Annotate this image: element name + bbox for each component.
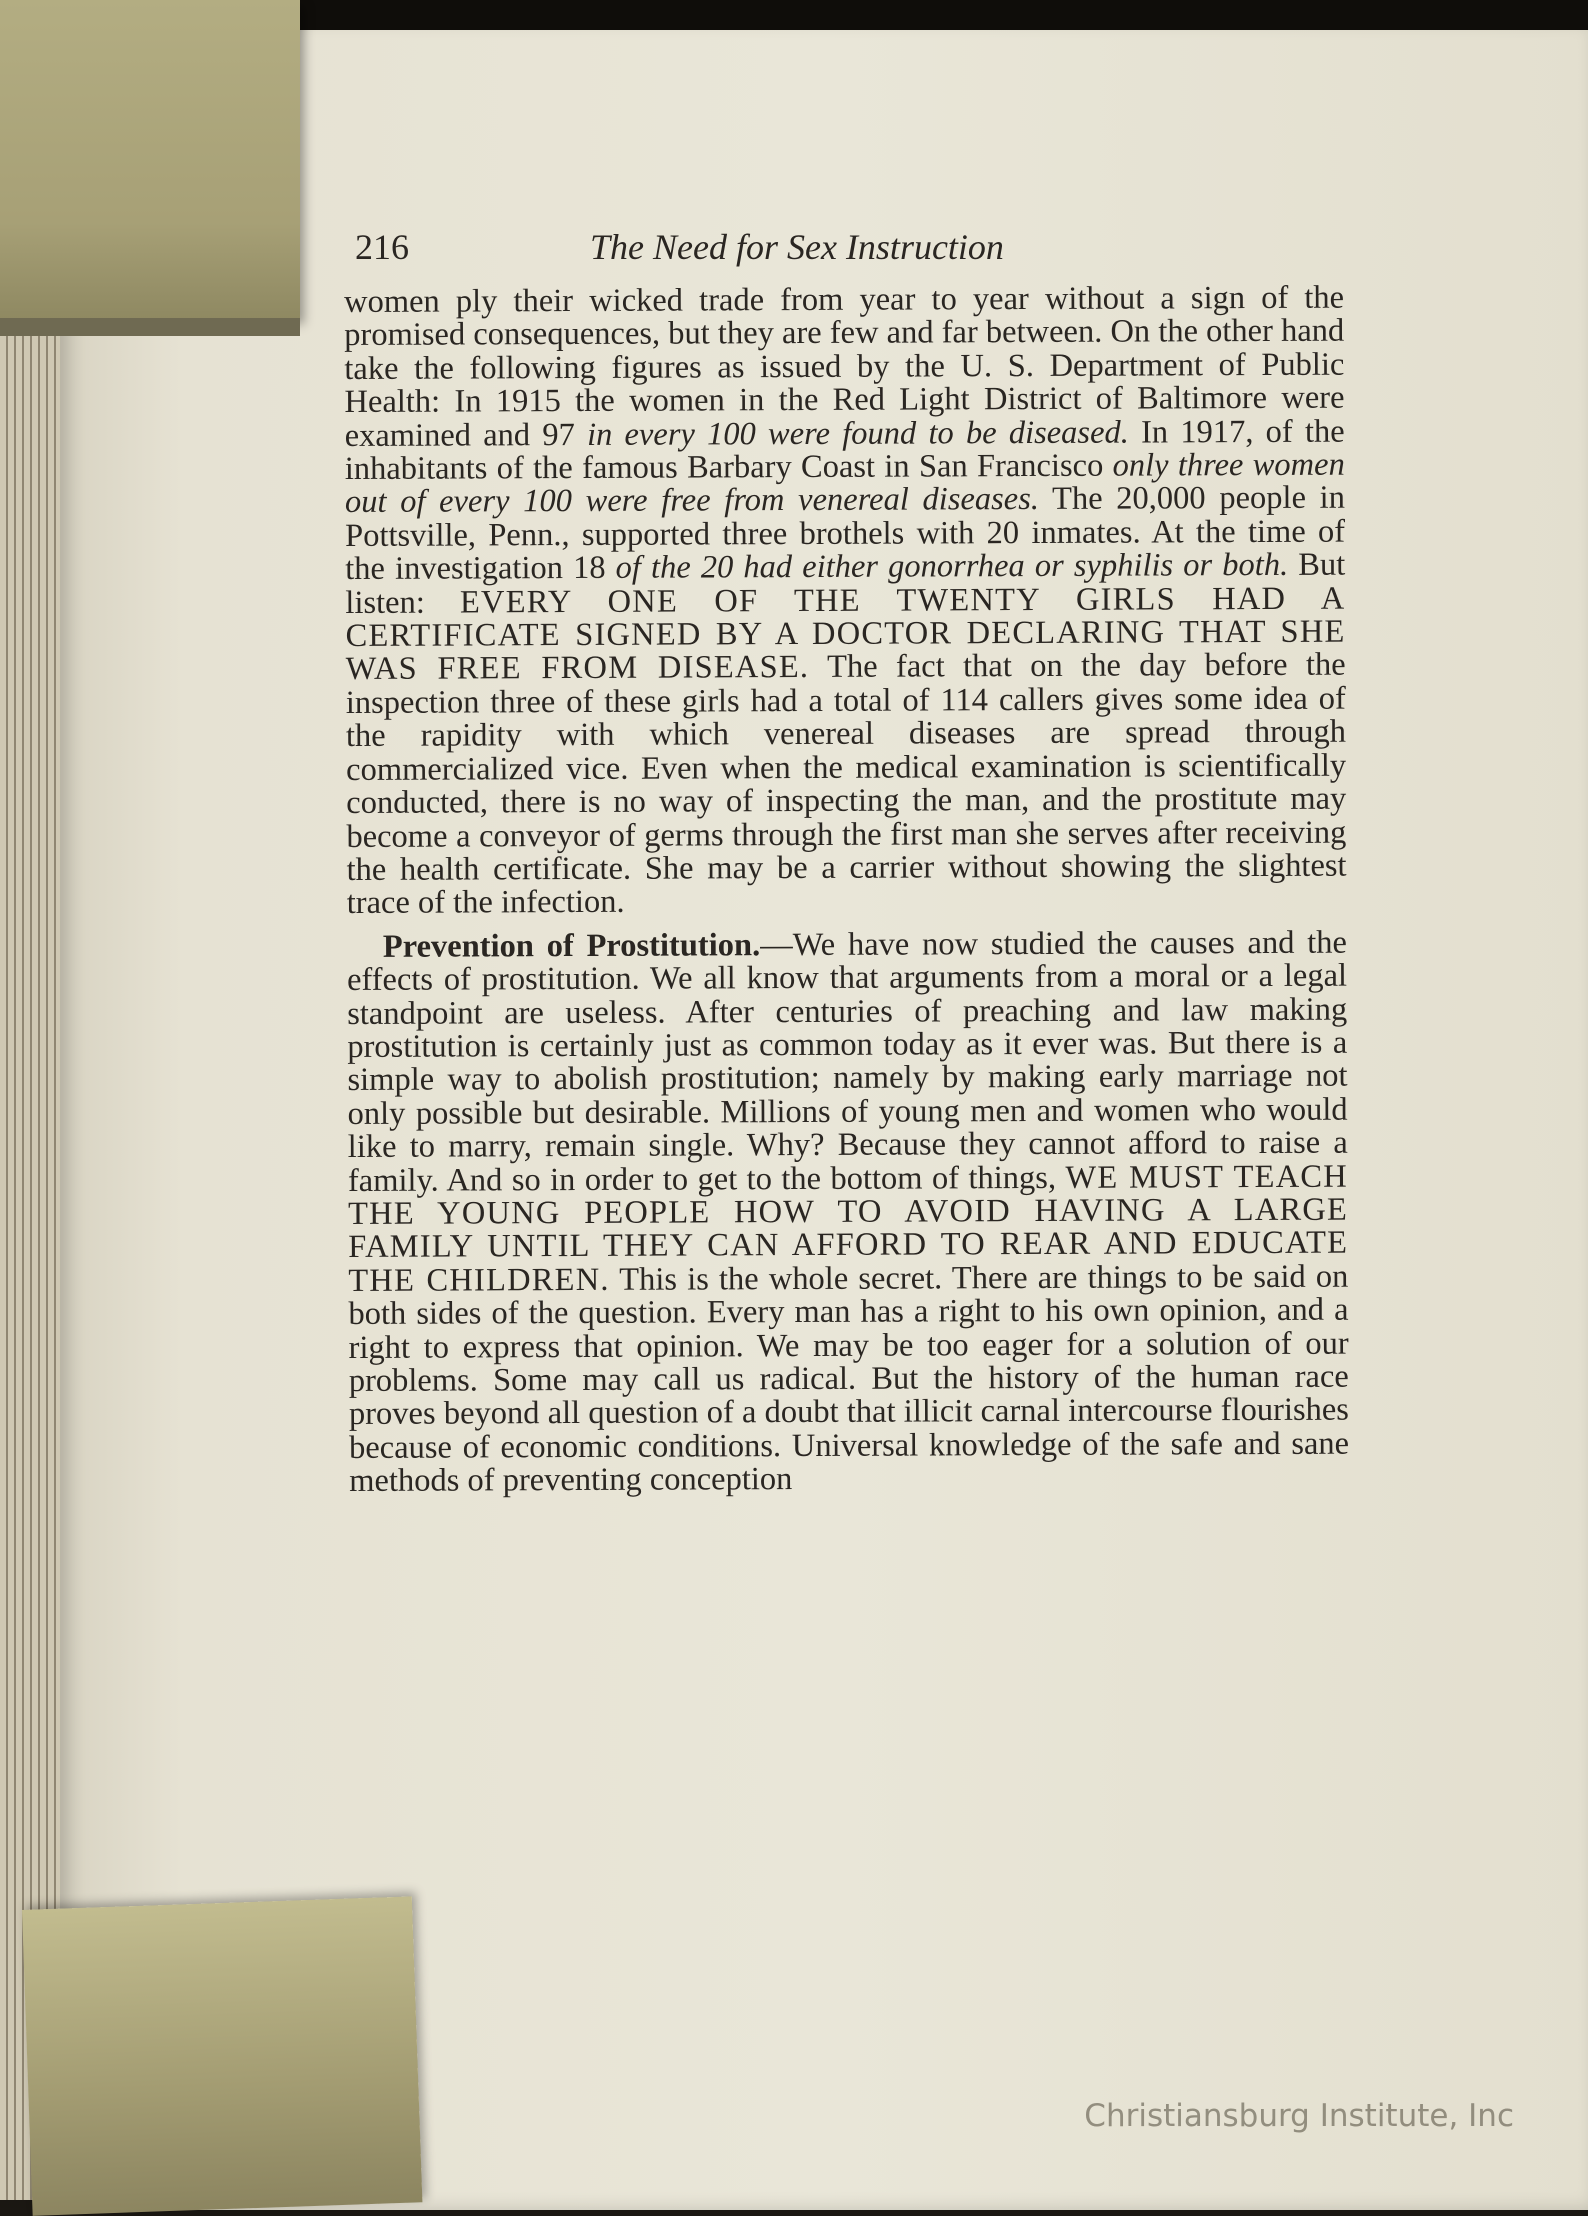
page-number: 216 — [355, 227, 409, 267]
running-header — [355, 222, 1345, 272]
running-title: The Need for Sex Instruction — [590, 227, 1004, 267]
paragraph-2 — [347, 926, 1349, 1498]
watermark: Christiansburg Institute, Inc — [1084, 2098, 1514, 2134]
para2-text-1: —We have now studied the causes and the effects of prostitution. We all know that arguments from a moral or a legal standpoint are useless. After centuries of preaching and law making prostitution is certainly just as common today as it ever was. But there is a simple way to abolish prostitution; namely by making early marriage not only possible but desirable. Millions of young men and women who would like to marry, remain single. Why? Because they cannot afford to raise a family. And so in order to get to the bottom of things, — [346, 924, 1348, 1199]
top-page-tab — [0, 0, 300, 318]
para2-text-2: This is the whole secret. There are things to be said on both sides of the question. Every man has a right to his own opinion, and a right to express that opinion. We may be too eager for a solution of our problems. Some may call us radical. But the history of the human race proves beyond all question of a doubt that illicit carnal intercourse flourishes because of economic conditions. Universal knowledge of the safe and sane methods of preventing conception — [348, 1258, 1350, 1500]
paragraph-1 — [343, 279, 1347, 922]
para1-text-3: The 20,000 people in Pottsville, Penn., supported three brothels with 20 inmates. At the time of the investigation 18 — [345, 480, 1346, 588]
top-edge-shadow — [300, 0, 1588, 30]
para1-italic-2: only three women out of every 100 were free from venereal diseases. — [344, 446, 1345, 521]
para1-text-2: In 1917, of the inhabitants of the famous Barbary Coast in San Francisco — [344, 413, 1345, 488]
para2-caps: WE MUST TEACH THE YOUNG PEOPLE HOW TO AVOID HAVING A LARGE FAMILY UNTIL THEY CAN AFFORD TO REAR AND EDUCATE THE CHILDREN. — [347, 1158, 1349, 1299]
para1-text-1: women ply their wicked trade from year to year without a sign of the promised consequences, but they are few and far between. On the other hand take the following figures as issued by the U. S. Department of Public Health: In 1915 the women in the Red Light District of Baltimore were examined and 97 — [343, 279, 1345, 454]
para1-caps: EVERY ONE OF THE TWENTY GIRLS HAD A CERTIFICATE SIGNED BY A DOCTOR DECLARING THAT SHE WAS FREE FROM DISEASE. — [345, 580, 1346, 688]
bottom-page-tab — [22, 1896, 422, 2215]
section-heading: Prevention of Prostitution. — [382, 926, 761, 965]
top-tab-shadow — [0, 318, 300, 336]
para1-text-5: The fact that on the day before the inspection three of these girls had a total of 114 callers gives some idea of the rapidity with which venereal diseases are spread through commercialized vice. Even when the medical examination is scientifically conducted, there is no way of inspecting the man, and the prostitute may become a conveyor of germs through the first man she serves after receiving the health certificate. She may be a carrier without showing the slightest trace of the infection. — [345, 647, 1347, 922]
body-text — [343, 279, 1350, 1500]
para1-italic-3: of the 20 had either gonorrhea or syphilis or both. — [615, 547, 1289, 587]
para1-italic-1: in every 100 were found to be diseased. — [586, 414, 1129, 453]
para1-text-4: But listen: — [345, 546, 1346, 621]
